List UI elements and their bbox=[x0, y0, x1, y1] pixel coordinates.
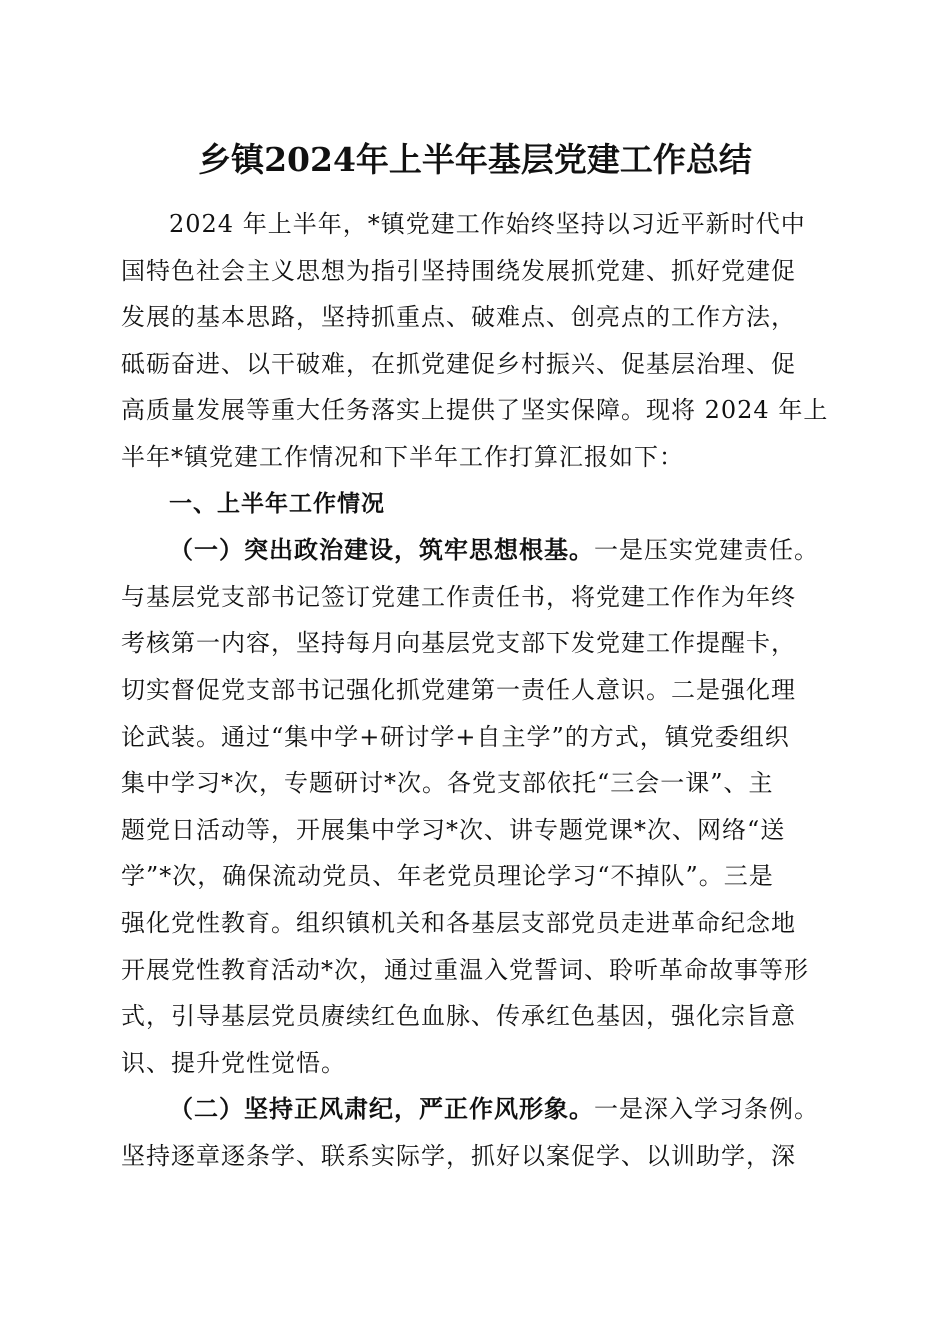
paragraph-line: 题党日活动等，开展集中学习*次、讲专题党课*次、网络“送 bbox=[121, 815, 786, 844]
paragraph-line: 集中学习*次，专题研讨*次。各党支部依托“三会一课”、主 bbox=[121, 769, 774, 798]
paragraph-line: 切实督促党支部书记强化抓党建第一责任人意识。二是强化理 bbox=[121, 675, 796, 704]
paragraph-line: 半年*镇党建工作情况和下半年工作打算汇报如下： bbox=[121, 442, 684, 471]
paragraph-line: 发展的基本思路，坚持抓重点、破难点、创亮点的工作方法， bbox=[121, 303, 796, 332]
subsection-text: 一是压实党建责任。 bbox=[594, 536, 819, 565]
paragraph-line: 论武装。通过“集中学+研讨学+自主学”的方式，镇党委组织 bbox=[121, 722, 790, 751]
paragraph-line: 坚持逐章逐条学、联系实际学，抓好以案促学、以训助学，深 bbox=[121, 1141, 796, 1170]
paragraph-line: 考核第一内容，坚持每月向基层党支部下发党建工作提醒卡， bbox=[121, 629, 796, 658]
paragraph-line: 识、提升党性觉悟。 bbox=[121, 1048, 346, 1077]
subsection-first-line bbox=[121, 527, 837, 574]
paragraph-line: 强化党性教育。组织镇机关和各基层支部党员走进革命纪念地 bbox=[121, 908, 796, 937]
document-body bbox=[121, 201, 837, 1179]
document-title: 乡镇2024年上半年基层党建工作总结 bbox=[198, 140, 752, 179]
paragraph-line: 学”*次，确保流动党员、年老党员理论学习“不掉队”。三是 bbox=[121, 862, 774, 891]
subsection-heading: （一）突出政治建设，筑牢思想根基。 bbox=[169, 535, 594, 565]
paragraph-line: 砥砺奋进、以干破难，在抓党建促乡村振兴、促基层治理、促 bbox=[121, 349, 796, 378]
paragraph-line: 式，引导基层党员赓续红色血脉、传承红色基因，强化宗旨意 bbox=[121, 1002, 796, 1031]
paragraph-line: 高质量发展等重大任务落实上提供了坚实保障。现将 2024 年上 bbox=[121, 396, 829, 425]
section-heading: 一、上半年工作情况 bbox=[169, 490, 385, 517]
paragraph-line: 开展党性教育活动*次，通过重温入党誓词、聆听革命故事等形 bbox=[121, 955, 809, 984]
subsection-text: 一是深入学习条例。 bbox=[594, 1095, 819, 1124]
paragraph-line: 2024 年上半年，*镇党建工作始终坚持以习近平新时代中 bbox=[169, 210, 806, 238]
paragraph-line: 与基层党支部书记签订党建工作责任书，将党建工作作为年终 bbox=[121, 582, 796, 611]
subsection-heading: （二）坚持正风肃纪，严正作风形象。 bbox=[169, 1094, 594, 1124]
paragraph-line: 国特色社会主义思想为指引坚持围绕发展抓党建、抓好党建促 bbox=[121, 256, 796, 285]
subsection-first-line bbox=[121, 1086, 837, 1133]
